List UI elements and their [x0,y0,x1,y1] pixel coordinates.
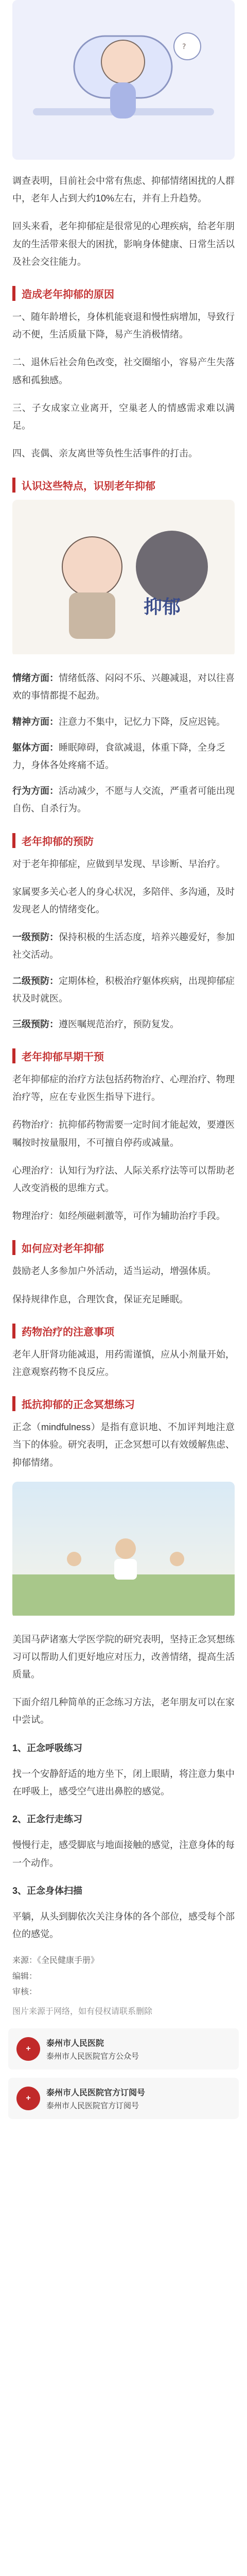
intro-paragraph: 调查表明，目前社会中常有焦虑、抑郁情绪困扰的人群中，老年人占到大约10%左右，并有上升趋势。 [12,176,235,204]
hospital-logo-icon: + [16,2087,40,2110]
mindful-photo [12,1482,235,1618]
intervention-paragraph: 老年抑郁症的治疗方法包括药物治疗、心理治疗、物理治疗等，应在专业医生指导下进行。 [12,1074,235,1103]
tips-paragraph: 鼓励老人多参加户外活动，适当运动，增强体质。 [12,1266,216,1277]
intervention-paragraph: 物理治疗：如经颅磁刺激等，可作为辅助治疗手段。 [12,1211,225,1222]
article-meta: 来源：《全民健康手册》 编辑： 审核： 图片来源于网络，如有侵权请联系删除 [12,1956,153,2016]
prevention-paragraph: 家属要多关心老人的身心状况，多陪伴、多沟通，及时发现老人的情绪变化。 [12,886,235,914]
hero-svg [12,0,235,160]
hospital-logo-icon: + [16,2037,40,2061]
mindful-svg [12,1482,235,1616]
hospital-account-card[interactable] [8,2028,239,2070]
cause-item: 四、丧偶、亲友离世等负性生活事件的打击。 [12,448,198,459]
mindful-paragraph: 下面介绍几种简单的正念练习方法，老年朋友可以在家中尝试。 [12,1697,235,1725]
exercise-text: 找一个安静舒适的地方坐下，闭上眼睛，将注意力集中在呼吸上，感受空气进出鼻腔的感觉。 [12,1768,235,1797]
intervention-section-title: 老年抑郁早期干预 [12,1048,235,1063]
svg-text:抑郁: 抑郁 [144,597,181,618]
causes-section-title: 造成老年抑郁的原因 [12,286,235,301]
account-text: 泰州市人民医院官方订阅号 泰州市人民医院官方订阅号 [46,2088,146,2110]
symptom-item: 躯体方面：睡眠障碍，食欲减退，体重下降，全身乏力，身体各处疼痛不适。 [12,742,225,770]
prevention-section-title: 老年抑郁的预防 [12,833,235,848]
cause-item: 二、退休后社会角色改变，社交圈缩小，容易产生失落感和孤独感。 [12,357,235,385]
intro-paragraph-2: 回头来看，老年抑郁症是很常见的心理疾病，给老年朋友的生活带来很大的困扰，影响身体健康、日常生活以及社会交往能力。 [12,221,235,267]
prevention-level: 一级预防：保持积极的生活态度，培养兴趣爱好，参加社交活动。 [12,932,235,960]
prevention-level: 二级预防：定期体检，积极治疗躯体疾病，出现抑郁症状及时就医。 [12,975,235,1004]
depression-svg [12,500,235,654]
cause-item: 三、子女成家立业离开，空巢老人的情感需求难以满足。 [12,402,235,431]
exercise-title: 3、正念身体扫描 [12,1885,83,1896]
hospital-subscription-card[interactable] [8,2078,239,2119]
mindful-paragraph: 正念（mindfulness）是指有意识地、不加评判地注意当下的体验。研究表明，正念冥想可以有效缓解焦虑、抑郁情绪。 [12,1422,235,1468]
intervention-paragraph: 心理治疗：认知行为疗法、人际关系疗法等可以帮助老人改变消极的思维方式。 [12,1165,235,1193]
exercise-title: 2、正念行走练习 [12,1814,83,1825]
depression-illustration [12,500,235,657]
risk-section-title: 认识这些特点，识别老年抑郁 [12,478,235,493]
notes-section-title: 药物治疗的注意事项 [12,1324,235,1338]
tips-paragraph: 保持规律作息，合理饮食，保证充足睡眠。 [12,1294,188,1304]
cause-item: 一、随年龄增长，身体机能衰退和慢性病增加，导致行动不便，生活质量下降，易产生消极情绪。 [12,311,235,340]
hero-illustration [12,0,235,160]
tips-section-title: 如何应对老年抑郁 [12,1240,235,1255]
exercise-title: 1、正念呼吸练习 [12,1742,83,1753]
prevention-level: 三级预防：遵医嘱规范治疗，预防复发。 [12,1019,179,1029]
svg-text:?: ? [182,43,186,51]
symptom-item: 精神方面：注意力不集中，记忆力下降，反应迟钝。 [12,716,225,727]
notes-paragraph: 老年人肝肾功能减退，用药需谨慎，应从小剂量开始，注意观察药物不良反应。 [12,1349,235,1377]
symptom-item: 情绪方面：情绪低落、闷闷不乐、兴趣减退，对以往喜欢的事情都提不起劲。 [12,673,235,701]
account-text: 泰州市人民医院 泰州市人民医院官方公众号 [46,2039,139,2061]
intervention-paragraph: 药物治疗：抗抑郁药物需要一定时间才能起效，要遵医嘱按时按量服用，不可擅自停药或减量。 [12,1120,235,1148]
mindful-section-title: 抵抗抑郁的正念冥想练习 [12,1396,235,1411]
exercise-text: 慢慢行走，感受脚底与地面接触的感觉，注意身体的每一个动作。 [12,1840,235,1868]
exercise-text: 平躺，从头到脚依次关注身体的各个部位，感受每个部位的感觉。 [12,1911,235,1940]
prevention-paragraph: 对于老年抑郁症，应做到早发现、早诊断、早治疗。 [12,858,225,869]
symptom-item: 行为方面：活动减少，不愿与人交流，严重者可能出现自伤、自杀行为。 [12,786,235,814]
mindful-paragraph: 美国马萨诸塞大学医学院的研究表明，坚持正念冥想练习可以帮助人们更好地应对压力，改善情绪，提高生活质量。 [12,1634,235,1680]
